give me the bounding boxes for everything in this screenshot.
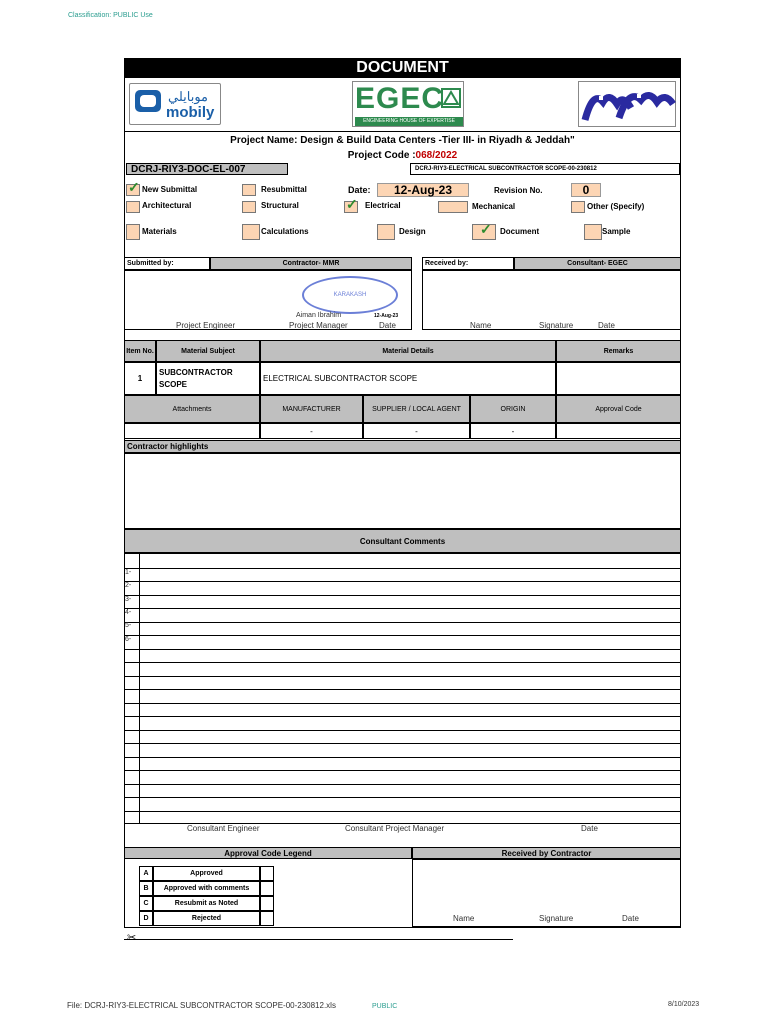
architectural-checkbox[interactable] (126, 201, 140, 213)
project-code-label: Project Code : (347, 149, 416, 161)
legend-code: B (139, 881, 153, 896)
document-title: DOCUMENT (124, 58, 681, 78)
submitted-by-label: Submitted by: (124, 257, 210, 270)
comment-row-line (125, 662, 680, 663)
origin-value: - (470, 423, 556, 439)
item-number: 1 (124, 362, 156, 395)
comment-row-line (125, 770, 680, 771)
project-manager-label: Project Manager (289, 321, 348, 330)
project-engineer-label: Project Engineer (176, 321, 236, 330)
comment-row-line (125, 689, 680, 690)
approval-legend-header: Approval Code Legend (124, 847, 412, 859)
legend-mark-cell (260, 911, 274, 926)
egec-text: EGEC (355, 82, 445, 115)
design-checkbox[interactable] (377, 224, 395, 240)
received-by-contractor-header: Received by Contractor (412, 847, 681, 859)
comment-row-line (125, 743, 680, 744)
legend-code: C (139, 896, 153, 911)
item-no-header: Item No. (124, 340, 156, 362)
approval-code-header: Approval Code (556, 395, 681, 423)
legend-table (139, 866, 274, 927)
legend-mark-cell (260, 896, 274, 911)
check-icon: ✓ (128, 179, 140, 195)
consultant-comments-grid[interactable] (124, 553, 681, 824)
architectural-label: Architectural (142, 201, 192, 210)
check-icon: ✓ (480, 221, 492, 237)
contractor-name: Contractor- MMR (210, 257, 412, 270)
legend-mark-cell (260, 866, 274, 881)
comment-row-line (125, 811, 680, 812)
supplier-header: SUPPLIER / LOCAL AGENT (363, 395, 470, 423)
revision-label: Revision No. (494, 186, 543, 195)
approval-code-value (556, 423, 681, 439)
comment-row-line (125, 649, 680, 650)
resubmittal-label: Resubmittal (261, 185, 307, 194)
mmr-mark-icon (579, 82, 677, 128)
electrical-label: Electrical (365, 201, 401, 210)
pm-name: Aiman Ibrahim (296, 312, 342, 319)
doc-reference: DCRJ-RIY3-ELECTRICAL SUBCONTRACTOR SCOPE-00-230812 (410, 163, 680, 175)
sample-label: Sample (602, 227, 631, 236)
remarks-header: Remarks (556, 340, 681, 362)
other-checkbox[interactable] (571, 201, 585, 213)
structural-label: Structural (261, 201, 299, 210)
structural-checkbox[interactable] (242, 201, 256, 213)
document-label: Document (500, 227, 540, 236)
remarks-cell (556, 362, 681, 395)
project-code-value: 068/2022 (415, 149, 458, 161)
comment-row-line (125, 797, 680, 798)
attachments-header: Attachments (124, 395, 260, 423)
contractor-signature-label: Signature (539, 914, 574, 923)
submit-date-label: Date (379, 321, 396, 330)
comment-row-line (125, 784, 680, 785)
egec-tagline: ENGINEERING HOUSE OF EXPERTISE (355, 117, 463, 126)
mechanical-checkbox[interactable] (438, 201, 468, 213)
mobily-logo (129, 83, 221, 125)
comment-number: 4- (125, 609, 132, 616)
comment-row-line (125, 635, 680, 636)
project-code-line (124, 148, 681, 162)
consultant-pm-label: Consultant Project Manager (345, 824, 445, 833)
classification-label: Classification: PUBLIC Use (68, 12, 153, 19)
sign-date: 12-Aug-23 (374, 313, 399, 319)
document-checkbox[interactable] (472, 221, 496, 240)
new-submittal-label: New Submittal (142, 185, 198, 194)
attachments-value (124, 423, 260, 439)
comment-row-line (125, 608, 680, 609)
materials-checkbox[interactable] (126, 224, 140, 240)
mechanical-label: Mechanical (472, 202, 516, 211)
project-name: Project Name: Design & Build Data Centers -Tier III- in Riyadh & Jeddah" (230, 134, 575, 146)
scissors-icon: ✂ (127, 932, 137, 944)
comment-row-line (125, 581, 680, 582)
manufacturer-header: MANUFACTURER (260, 395, 363, 423)
material-details: ELECTRICAL SUBCONTRACTOR SCOPE (260, 362, 556, 395)
doc-number: DCRJ-RIY3-DOC-EL-007 (126, 163, 288, 175)
legend-label: Resubmit as Noted (153, 896, 260, 911)
comment-row-line (125, 757, 680, 758)
footer-file: File: DCRJ-RIY3-ELECTRICAL SUBCONTRACTOR SCOPE-00-230812.xls (67, 1001, 336, 1010)
comment-number: 1- (125, 569, 132, 576)
legend-code: D (139, 911, 153, 926)
mobily-mark-icon (135, 90, 161, 112)
supplier-value: - (363, 423, 470, 439)
new-submittal-checkbox[interactable] (126, 179, 140, 196)
received-by-label: Received by: (422, 257, 514, 270)
comment-row-line (125, 716, 680, 717)
comment-row-line (125, 622, 680, 623)
contractor-highlights-area[interactable] (124, 453, 681, 529)
material-subject-header: Material Subject (156, 340, 260, 362)
design-label: Design (399, 227, 426, 236)
company-stamp (302, 276, 398, 314)
sample-checkbox[interactable] (584, 224, 602, 240)
resubmittal-checkbox[interactable] (242, 184, 256, 196)
material-subject: SUBCONTRACTOR SCOPE (156, 362, 260, 395)
comment-row-line (125, 730, 680, 731)
calculations-checkbox[interactable] (242, 224, 260, 240)
comment-row-line (125, 568, 680, 569)
contractor-name-label: Name (453, 914, 475, 923)
origin-header: ORIGIN (470, 395, 556, 423)
consultant-comments-header: Consultant Comments (124, 529, 681, 553)
egec-logo (352, 81, 464, 127)
electrical-checkbox[interactable] (344, 196, 358, 213)
mobily-arabic-text: موبايلي (168, 89, 209, 104)
legend-label: Rejected (153, 911, 260, 926)
calculations-label: Calculations (261, 227, 309, 236)
comment-row-line (125, 595, 680, 596)
receiver-name-label: Name (470, 321, 492, 330)
receiver-signature-label: Signature (539, 321, 574, 330)
legend-label: Approved with comments (153, 881, 260, 896)
consultant-name: Consultant- EGEC (514, 257, 681, 270)
footer-date: 8/10/2023 (668, 1001, 700, 1008)
manufacturer-value: - (260, 423, 363, 439)
comment-number: 6- (125, 636, 132, 643)
stamp-text: KARAKASH (333, 292, 367, 298)
date-label: Date: (348, 185, 371, 195)
egec-triangle-icon (441, 88, 461, 108)
receiver-date-label: Date (598, 321, 615, 330)
materials-label: Materials (142, 227, 177, 236)
comment-number: 2- (125, 582, 132, 589)
comment-number: 3- (125, 596, 132, 603)
legend-mark-cell (260, 881, 274, 896)
revision-value: 0 (571, 183, 601, 197)
check-icon: ✓ (346, 196, 358, 212)
consultant-engineer-label: Consultant Engineer (187, 824, 260, 833)
cut-line (124, 939, 513, 940)
mmr-logo (578, 81, 676, 127)
footer-classification: PUBLIC (372, 1003, 398, 1010)
comment-row-line (125, 676, 680, 677)
comment-row-line (125, 703, 680, 704)
comment-number: 5- (125, 622, 132, 629)
submittal-date-value: 12-Aug-23 (377, 183, 469, 197)
other-label: Other (Specify) (587, 202, 645, 211)
material-details-header: Material Details (260, 340, 556, 362)
legend-label: Approved (153, 866, 260, 881)
consultant-date-label: Date (581, 824, 598, 833)
mobily-text: mobily (166, 104, 215, 121)
legend-code: A (139, 866, 153, 881)
contractor-highlights-header: Contractor highlights (124, 440, 681, 453)
contractor-date-label: Date (622, 914, 639, 923)
